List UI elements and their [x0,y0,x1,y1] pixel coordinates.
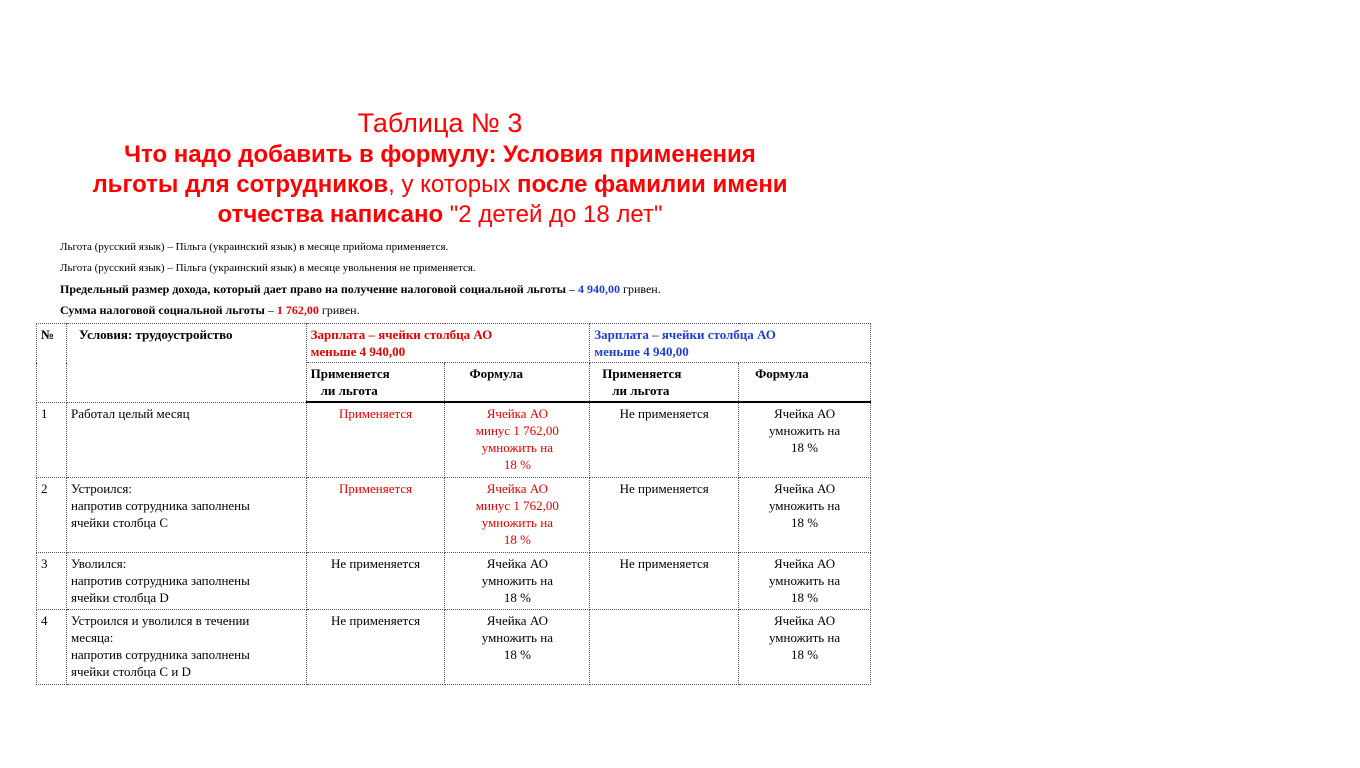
row-conditions [66,610,306,685]
formula-line: Ячейка АО [773,481,836,496]
note-3-suffix: гривен. [620,282,661,296]
note-3-dash: – [566,282,579,296]
row-condition-line: напротив сотрудника заполнены [70,573,250,588]
table-title: Таблица № 3 [357,108,523,138]
row-conditions [66,478,306,553]
row-conditions [66,402,306,478]
heading-line-3 [40,200,840,230]
header-group-red-line2: меньше 4 940,00 [310,344,406,359]
table-row [37,478,871,553]
formula-line: Ячейка АО [773,556,836,571]
formula-line: минус 1 762,00 [475,423,559,438]
note-4-dash: – [264,303,277,317]
formula-line: умножить на [481,573,553,588]
table-row [37,610,871,685]
formula-line: Ячейка АО [486,613,548,628]
formula-line: 18 % [503,532,531,547]
header-group-blue-line2: меньше 4 940,00 [594,344,689,359]
header-applies-blue-l2: ли льгота [612,383,670,398]
heading-line-2-bold2: после фамилии имени [517,171,788,198]
row-condition-line: ячейки столбца D [70,590,169,605]
row-num: 3 [37,553,67,610]
row-formula-red [445,610,590,685]
row-condition-line: Работал целый месяц [70,405,190,421]
header-applies-blue-l1: Применяется [602,366,682,381]
benefit-conditions-table [36,323,871,685]
formula-line: умножить на [768,498,841,513]
header-formula-red: Формула [445,363,590,403]
row-applies-red: Применяется [306,478,445,553]
row-formula-blue [739,478,871,553]
row-formula-blue [739,553,871,610]
table-header-row-1 [37,324,871,363]
note-2: Льгота (русский язык) – Пільга (украинский язык) в месяце увольнения не применяется. [60,262,476,274]
header-applies-red [306,363,445,403]
formula-line: 18 % [503,647,531,662]
formula-line: умножить на [768,630,841,645]
formula-line: Ячейка АО [486,556,548,571]
formula-line: умножить на [481,630,553,645]
note-4-prefix: Сумма налоговой социальной льготы [60,303,265,317]
formula-line: умножить на [481,440,553,455]
row-applies-blue: Не применяется [590,402,739,478]
header-conditions: Условия: трудоустройство [66,324,306,403]
row-formula-blue [739,402,871,478]
row-formula-red [445,478,590,553]
formula-line: 18 % [791,515,819,530]
row-applies-red: Не применяется [306,610,445,685]
row-applies-blue [590,610,739,685]
heading-line-2 [40,170,840,200]
row-condition-line: ячейки столбца С [70,515,169,530]
formula-line: умножить на [768,423,841,438]
row-num: 2 [37,478,67,553]
formula-line: 18 % [503,590,531,605]
header-group-blue [590,324,871,363]
header-applies-blue [590,363,739,403]
row-conditions [66,553,306,610]
formula-line: 18 % [791,590,819,605]
header-num: № [37,324,67,403]
row-applies-red: Не применяется [306,553,445,610]
row-condition-line: ячейки столбца С и D [70,664,191,679]
row-condition-line: Устроился и уволился в течении [70,613,250,628]
header-group-blue-line1: Зарплата – ячейки столбца АО [594,327,776,342]
row-condition-line: месяца: [70,630,114,645]
note-4-suffix: гривен. [318,303,360,317]
note-1: Льгота (русский язык) – Пільга (украинский язык) в месяце прийома применяется. [60,241,449,253]
heading-line-3-normal: "2 детей до 18 лет" [443,201,663,228]
row-applies-blue: Не применяется [590,553,739,610]
row-formula-red [445,553,590,610]
benefit-amount-value: 1 762,00 [276,303,319,317]
heading-line-1-bold: Что надо добавить в формулу: Условия применения [124,141,756,168]
header-formula-blue: Формула [739,363,871,403]
formula-line: Ячейка АО [486,406,548,421]
row-condition-line: напротив сотрудника заполнены [70,647,250,662]
heading-line-1 [40,140,840,170]
header-applies-red-l2: ли льгота [320,383,378,398]
header-group-red-line1: Зарплата – ячейки столбца АО [310,327,493,342]
heading-line-2-normal: , у которых [388,171,518,198]
formula-line: 18 % [791,440,819,455]
heading-line-2-bold: льготы для сотрудников [92,171,389,198]
row-num: 4 [37,610,67,685]
row-applies-blue: Не применяется [590,478,739,553]
row-num: 1 [37,402,67,478]
table-row [37,553,871,610]
row-applies-red: Применяется [306,402,445,478]
formula-line: Ячейка АО [486,481,548,496]
row-condition-line: напротив сотрудника заполнены [70,498,250,513]
notes-block [60,237,860,321]
formula-line: Ячейка АО [773,613,836,628]
income-limit-value: 4 940,00 [578,282,621,296]
heading-line-3-bold: отчества написано [217,201,444,228]
formula-line: умножить на [768,573,841,588]
formula-line: Ячейка АО [773,406,836,421]
table-row [37,402,871,478]
header-group-red [306,324,590,363]
note-benefit-amount [60,300,860,321]
document-heading [40,106,840,230]
header-applies-red-l1: Применяется [310,366,390,381]
formula-line: 18 % [791,647,819,662]
formula-line: минус 1 762,00 [475,498,559,513]
note-income-limit [60,279,860,300]
row-condition-line: Устроился: [70,481,133,496]
formula-line: 18 % [503,457,531,472]
formula-line: умножить на [481,515,553,530]
row-formula-blue [739,610,871,685]
row-formula-red [445,402,590,478]
note-3-prefix: Предельный размер дохода, который дает право на получение налоговой социальной льготы [60,282,567,296]
row-condition-line: Уволился: [70,556,127,571]
